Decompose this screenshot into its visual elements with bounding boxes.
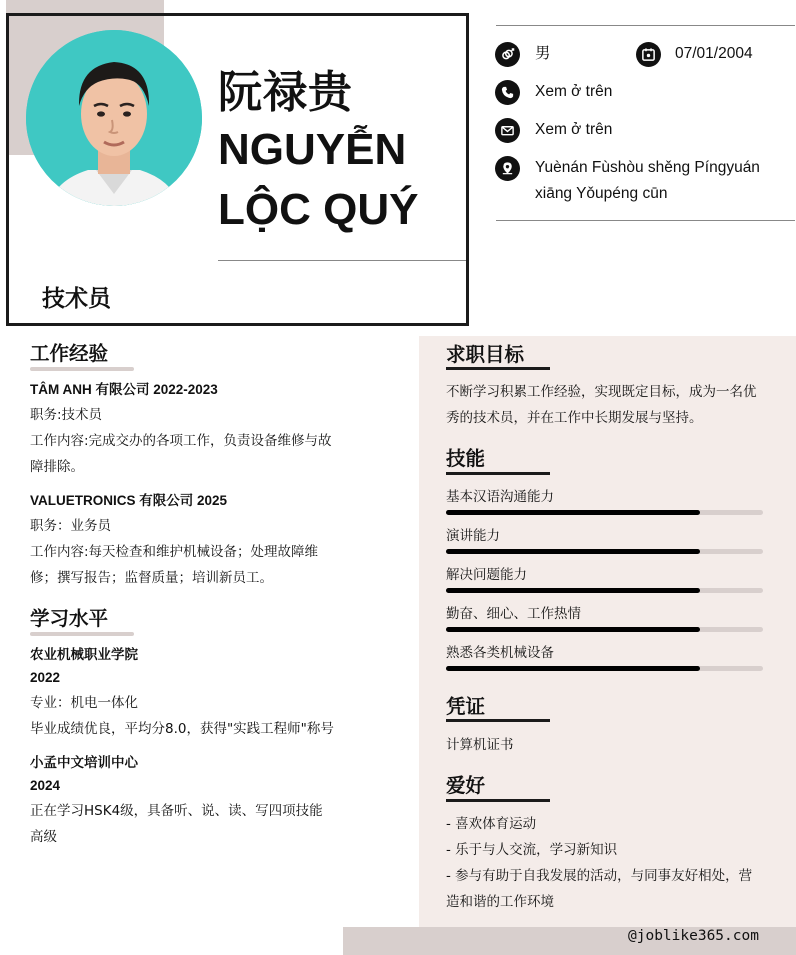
objective-line2: 秀的技术员，并在工作中长期发展与坚持。 (446, 410, 703, 426)
education-title: 学习水平 (30, 607, 109, 630)
experience-2-desc-line1: 工作内容:每天检查和维护机械设备；处理故障维 (30, 544, 319, 560)
experience-title: 工作经验 (30, 342, 109, 365)
location-icon (495, 156, 520, 181)
phone-icon (495, 80, 520, 105)
contact-divider-top (496, 25, 795, 26)
skill-3-fill (446, 588, 700, 593)
hobby-line1: - 喜欢体育运动 (446, 816, 537, 832)
name-divider (218, 260, 466, 261)
education-2-desc-line1: 正在学习HSK4级，具备听、说、读、写四项技能 (30, 803, 323, 819)
education-2-school: 小孟中文培训中心 (30, 755, 138, 771)
hobbies-title: 爱好 (446, 774, 486, 797)
skills-underline (446, 472, 550, 475)
email-icon (495, 118, 520, 143)
certificates-underline (446, 719, 550, 722)
gender-icon (495, 42, 520, 67)
experience-1-desc-line1: 工作内容:完成交办的各项工作，负责设备维修与故 (30, 433, 332, 449)
experience-1-heading: TÂM ANH 有限公司 2022-2023 (30, 382, 218, 397)
experience-2-desc-line2: 修；撰写报告；监督质量；培训新员工。 (30, 570, 273, 586)
skill-2-label: 演讲能力 (446, 528, 500, 544)
experience-1-desc-line2: 障排除。 (30, 459, 84, 475)
name-vietnamese-line2: LỘC QUÝ (218, 185, 419, 234)
address-value (535, 155, 760, 207)
hobby-line2: - 乐于与人交流，学习新知识 (446, 842, 618, 858)
certificate-item: 计算机证书 (446, 737, 514, 753)
experience-underline (30, 367, 134, 371)
profile-photo (26, 30, 202, 206)
skill-2-bar (446, 549, 763, 554)
hobbies-underline (446, 799, 550, 802)
name-vietnamese-line1: NGUYỄN (218, 125, 407, 174)
name-vietnamese (218, 120, 458, 240)
skill-3-label: 解决问题能力 (446, 567, 527, 583)
skill-5-fill (446, 666, 700, 671)
calendar-icon (636, 42, 661, 67)
education-underline (30, 632, 134, 636)
birthdate-value: 07/01/2004 (675, 45, 753, 62)
address-line2: xiāng Yǒupéng cūn (535, 185, 668, 202)
education-1-result: 毕业成绩优良，平均分8.0，获得"实践工程师"称号 (30, 721, 334, 737)
skill-3-bar (446, 588, 763, 593)
hobby-line3: - 参与有助于自我发展的活动，与同事友好相处，营 (446, 868, 753, 884)
email-value: Xem ở trên (535, 121, 613, 138)
skill-4-label: 勤奋、细心、工作热情 (446, 606, 581, 622)
phone-value: Xem ở trên (535, 83, 613, 100)
education-2-year: 2024 (30, 778, 61, 793)
name-chinese: 阮禄贵 (218, 67, 353, 118)
objective-title: 求职目标 (446, 343, 525, 366)
skill-2-fill (446, 549, 700, 554)
education-1-major: 专业：机电一体化 (30, 695, 138, 711)
skill-4-fill (446, 627, 700, 632)
skill-4-bar (446, 627, 763, 632)
skill-5-bar (446, 666, 763, 671)
footer-watermark: @joblike365.com (628, 928, 759, 944)
objective-line1: 不断学习积累工作经验，实现既定目标，成为一名优 (446, 384, 757, 400)
education-1-year: 2022 (30, 670, 61, 685)
objective-underline (446, 367, 550, 370)
skill-1-fill (446, 510, 700, 515)
hobby-line4: 造和谐的工作环境 (446, 894, 554, 910)
skill-1-label: 基本汉语沟通能力 (446, 489, 554, 505)
experience-1-role: 职务:技术员 (30, 407, 103, 423)
skills-title: 技能 (446, 447, 486, 470)
certificates-title: 凭证 (446, 695, 486, 718)
experience-2-heading: VALUETRONICS 有限公司 2025 (30, 493, 228, 508)
education-2-desc-line2: 高级 (30, 829, 57, 845)
contact-divider-bottom (496, 220, 795, 221)
gender-value: 男 (535, 45, 551, 62)
address-line1: Yuènán Fùshòu shěng Píngyuán (535, 159, 760, 176)
skill-5-label: 熟悉各类机械设备 (446, 645, 554, 661)
experience-2-role: 职务：业务员 (30, 518, 111, 534)
job-position: 技术员 (42, 286, 111, 312)
education-1-school: 农业机械职业学院 (30, 647, 138, 663)
skill-1-bar (446, 510, 763, 515)
